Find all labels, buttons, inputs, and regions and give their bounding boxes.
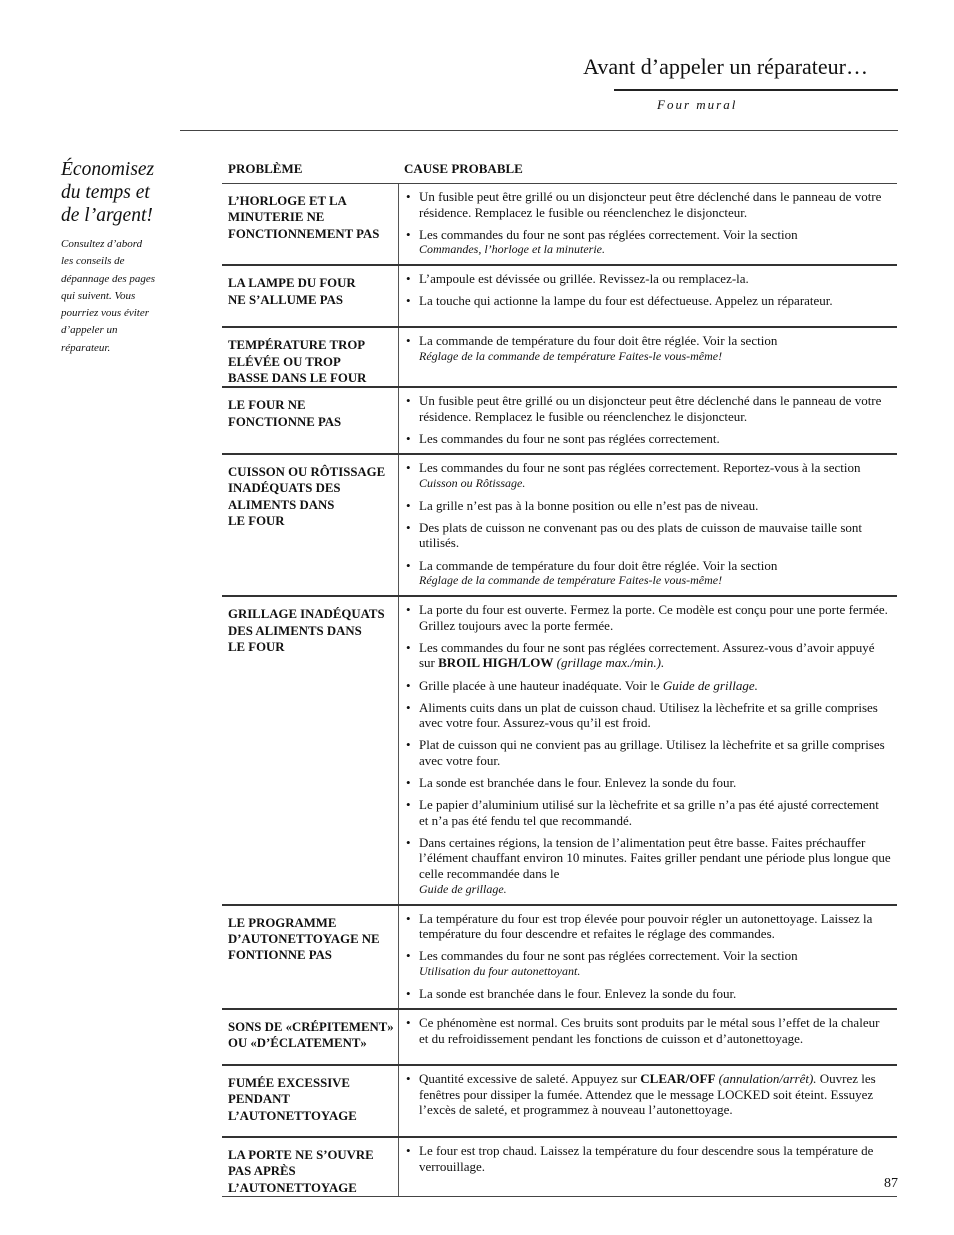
cause-key-label: BROIL HIGH/LOW [438,655,554,671]
cause-cell [398,184,897,264]
problem-cell [222,388,398,453]
cause-item [405,1071,891,1118]
problem-line: FUMÉE EXCESSIVE [228,1076,350,1091]
problem-line: CUISSON OU RÔTISSAGE [228,465,386,480]
column-header-cause: CAUSE PROBABLE [404,161,523,176]
problem-line: NE S’ALLUME PAS [228,292,343,307]
cause-cell [398,455,897,595]
cause-cell [398,1066,897,1136]
problem-line: L’AUTONETTOYAGE [228,1180,357,1195]
cause-section-ref: Guide de grillage. [419,881,507,896]
sidebar-text-line: qui suivent. Vous [61,289,136,302]
cause-cell [398,1138,897,1196]
cause-item [405,700,891,731]
problem-cell [222,1138,398,1196]
page-subtitle: Four mural [657,97,738,112]
page-title: Avant d’appeler un réparateur… [583,54,868,79]
table-row [222,1138,897,1197]
table-row [222,184,897,266]
problem-line: MINUTERIE NE [228,210,325,225]
cause-text: Les commandes du four ne sont pas réglées correctement. Voir la section [419,226,798,242]
sidebar-heading [61,158,181,227]
cause-cell [398,328,897,386]
cause-text: Aliments cuits dans un plat de cuisson chaud. Utilisez la lèchefrite et sa grille comprises avec votre four. Assurez-vous qu’il est froid. [419,699,878,731]
problem-cell [222,1066,398,1136]
cause-item [405,948,891,979]
sidebar-text-line: d’appeler un [61,324,118,337]
cause-item [405,1143,891,1174]
cause-text: Dans certaines régions, la tension de l’alimentation peut être basse. Faites préchauffer l’élément chauffant environ 10 minutes. Faites griller pendant une période plus longue que celle recommandée dans le [419,834,891,882]
problem-line: ALIMENTS DANS [228,497,335,512]
cause-item [405,678,891,694]
table-row [222,1010,897,1066]
cause-text: La sonde est branchée dans le four. Enlevez la sonde du four. [419,986,737,1002]
problem-line: LA LAMPE DU FOUR [228,276,356,291]
cause-item [405,602,891,633]
table-row [222,328,897,388]
cause-text: La commande de température du four doit être réglée. Voir la section [419,333,778,349]
cause-item [405,520,891,551]
sidebar-text-line: Consultez d’abord [61,238,143,250]
cause-item [405,558,891,589]
cause-cell [398,266,897,326]
table-header [222,158,897,184]
cause-text: Les commandes du four ne sont pas réglées correctement. Reportez-vous à la section [419,460,861,476]
page-number: 87 [884,1176,898,1191]
problem-cell [222,266,398,326]
problem-cell [222,184,398,264]
cause-text: La commande de température du four doit être réglée. Voir la section [419,557,778,573]
problem-line: D’AUTONETTOYAGE NE [228,932,380,946]
cause-text: La sonde est branchée dans le four. Enlevez la sonde du four. [419,775,737,791]
problem-line: INADÉQUATS DES [228,481,341,496]
problem-line: LE FOUR NE [228,398,306,413]
cause-item [405,460,891,491]
cause-text: La touche qui actionne la lampe du four est défectueuse. Appelez un réparateur. [419,293,833,309]
problem-line: DES ALIMENTS DANS [228,623,362,638]
cause-text: Plat de cuisson qui ne convient pas au grillage. Utilisez la lèchefrite et sa grille comprises avec votre four. [419,737,885,768]
header-rule [614,89,898,91]
cause-item [405,835,891,897]
troubleshooting-table [222,158,897,1197]
cause-item [405,333,891,364]
cause-italic-ref: Guide de grillage. [662,677,758,693]
cause-section-ref: Utilisation du four autonettoyant. [419,963,581,978]
cause-item [405,1015,891,1046]
problem-line: FONTIONNE PAS [228,948,332,963]
cause-cell [398,1010,897,1064]
cause-cell [398,597,897,904]
cause-item [405,986,891,1002]
cause-text: Les commandes du four ne sont pas réglées correctement. Voir la section [419,948,798,964]
problem-line: OU «D’ÉCLATEMENT» [228,1036,367,1051]
cause-text: La grille n’est pas à la bonne position ou elle n’est pas de niveau. [419,497,759,513]
cause-italic-ref: (annulation/arrêt). [718,1071,817,1087]
table-body [222,184,897,1197]
cause-item [405,189,891,220]
problem-line: LE FOUR [228,513,285,528]
cause-item [405,498,891,514]
cause-text: Ce phénomène est normal. Ces bruits sont produits par le métal sous l’effet de la chaleur et du refroidissement pendant les fonctions de cuisson et d’autonettoyage. [419,1015,880,1046]
problem-line: TEMPÉRATURE TROP [228,338,366,353]
cause-text: Le papier d’aluminium utilisé sur la lèchefrite et sa grille n’a pas été ajusté correctement et n’a pas été fendu tel que recommandé. [419,797,879,828]
problem-cell [222,1010,398,1064]
cause-item [405,640,891,671]
problem-line: SONS DE «CRÉPITEMENT» [228,1020,394,1035]
table-row [222,906,897,1010]
cause-item [405,293,891,309]
sidebar-heading-line: Économisez [61,159,155,180]
cause-text: Un fusible peut être grillé ou un disjoncteur peut être déclenché dans le panneau de votre résidence. Remplacez le fusible ou réenclenchez le disjoncteur. [419,189,882,220]
cause-item [405,271,891,287]
cause-italic-ref: (grillage max./min.). [556,655,665,671]
problem-line: LE FOUR [228,639,285,654]
cause-text: Les commandes du four ne sont pas réglées correctement. Assurez-vous d’avoir appuyé sur [419,639,875,671]
table-row [222,455,897,597]
table-row [222,1066,897,1138]
cause-text: Grille placée à une hauteur inadéquate. Voir le [419,677,660,693]
cause-item [405,775,891,791]
sidebar-text-line: dépannage des pages [61,272,156,285]
sidebar-heading-line: de l’argent! [61,205,153,226]
problem-line: FONCTIONNEMENT PAS [228,226,380,241]
problem-cell [222,906,398,1008]
problem-cell [222,328,398,386]
cause-text-continued: Ouvrez les fenêtres pour dissiper la fumée. Attendez que le message LOCKED soit éteint. Essuyez l’excès de saleté, et programmez à nouveau l’autonettoyage. [419,1071,876,1118]
problem-line: LE PROGRAMME [228,915,337,930]
cause-section-ref: Réglage de la commande de température Faites-le vous-même! [419,348,723,363]
cause-text: Quantité excessive de saleté. Appuyez sur [419,1071,638,1087]
cause-cell [398,906,897,1008]
problem-line: PAS APRÈS [228,1164,296,1179]
sidebar-text-line: les conseils de [61,255,125,268]
cause-text: La température du four est trop élevée pour pouvoir régler un autonettoyage. Laissez la température du four descendre et refaites le réglage des commandes. [419,910,873,942]
cause-text: Le four est trop chaud. Laissez la température du four descendre sous la température de verrouillage. [419,1143,874,1174]
cause-section-ref: Réglage de la commande de température Faites-le vous-même! [419,573,723,588]
sidebar-text [61,236,181,357]
cause-section-ref: Commandes, l’horloge et la minuterie. [419,242,605,257]
cause-text: Des plats de cuisson ne convenant pas ou des plats de cuisson de mauvaise taille sont utilisés. [419,519,862,551]
cause-item [405,393,891,424]
main-divider [180,130,898,131]
cause-item [405,911,891,942]
problem-line: BASSE DANS LE FOUR [228,370,367,385]
problem-line: LA PORTE NE S’OUVRE [228,1148,374,1163]
problem-line: PENDANT [228,1092,290,1107]
cause-text: Les commandes du four ne sont pas réglées correctement. [419,430,720,446]
problem-line: FONCTIONNE PAS [228,414,342,429]
cause-text: L’ampoule est dévissée ou grillée. Revissez-la ou remplacez-la. [419,271,749,287]
cause-text: La porte du four est ouverte. Fermez la porte. Ce modèle est conçu pour une porte fermée. Grillez toujours avec la porte fermée. [419,602,888,633]
table-row [222,597,897,906]
sidebar-text-line: réparateur. [61,341,111,354]
column-header-problem: PROBLÈME [228,161,303,176]
sidebar-text-line: pourriez vous éviter [61,307,149,320]
cause-cell [398,388,897,453]
problem-line: GRILLAGE INADÉQUATS [228,607,385,622]
problem-line: L’HORLOGE ET LA [228,194,347,208]
sidebar [61,158,181,357]
cause-item [405,227,891,258]
problem-line: ELÉVÉE OU TROP [228,354,341,369]
cause-item [405,431,891,447]
cause-key-label: CLEAR/OFF [640,1071,716,1087]
sidebar-heading-line: du temps et [61,182,150,203]
table-row [222,388,897,455]
cause-section-ref: Cuisson ou Rôtissage. [419,475,526,490]
cause-item [405,797,891,828]
problem-cell [222,597,398,904]
problem-line: L’AUTONETTOYAGE [228,1108,357,1123]
cause-text: Un fusible peut être grillé ou un disjoncteur peut être déclenché dans le panneau de votre résidence. Remplacez le fusible ou réenclenchez le disjoncteur. [419,393,882,424]
problem-cell [222,455,398,595]
table-row [222,266,897,328]
cause-item [405,737,891,768]
